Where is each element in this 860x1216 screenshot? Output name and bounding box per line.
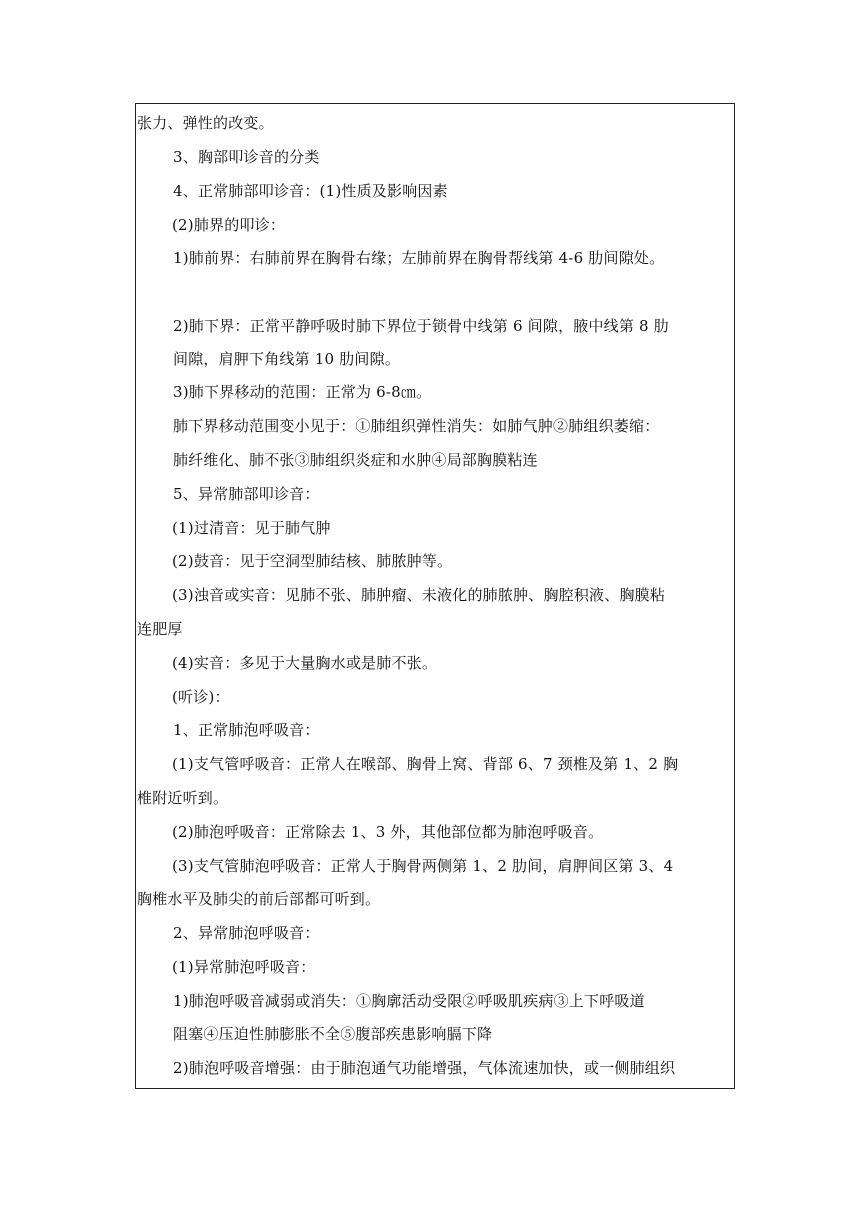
text-line: 肺纤维化、肺不张③肺组织炎症和水肿④局部胸膜粘连 (173, 451, 538, 469)
text-line: (2)肺泡呼吸音：正常除去 1、3 外，其他部位都为肺泡呼吸音。 (172, 823, 604, 841)
section-heading: 4、正常肺部叩诊音：(1)性质及影响因素 (173, 182, 448, 200)
section-heading: 3、胸部叩诊音的分类 (173, 148, 320, 166)
text-line: 2)肺泡呼吸音增强：由于肺泡通气功能增强，气体流速加快，或一侧肺组织 (173, 1059, 676, 1077)
text-line: (1)支气管呼吸音：正常人在喉部、胸骨上窝、背部 6、7 颈椎及第 1、2 胸 (172, 755, 679, 773)
text-line: 2)肺下界：正常平静呼吸时肺下界位于锁骨中线第 6 间隙，腋中线第 8 肋 (173, 317, 669, 335)
text-line: 胸椎水平及肺尖的前后部都可听到。 (137, 890, 381, 908)
text-line: 阻塞④压迫性肺膨胀不全⑤腹部疾患影响膈下降 (173, 1025, 493, 1043)
subsection-heading: (2)肺界的叩诊： (172, 216, 286, 234)
text-line: (3)支气管肺泡呼吸音：正常人于胸骨两侧第 1、2 肋间，肩胛间区第 3、4 (172, 857, 674, 875)
text-line: 3)肺下界移动的范围：正常为 6-8㎝。 (173, 383, 432, 401)
text-line: 间隙，肩胛下角线第 10 肋间隙。 (173, 350, 401, 368)
subsection-heading: (1)异常肺泡呼吸音： (172, 958, 316, 976)
text-line: (3)浊音或实音：见肺不张、肺肿瘤、未液化的肺脓肿、胸腔积液、胸膜粘 (172, 586, 666, 604)
section-heading: 1、正常肺泡呼吸音： (173, 721, 320, 739)
section-heading: (听诊)： (172, 688, 230, 706)
text-line: 1)肺前界：右肺前界在胸骨右缘；左肺前界在胸骨帮线第 4-6 肋间隙处。 (173, 249, 665, 267)
text-line: 椎附近听到。 (137, 789, 229, 807)
text-line: (4)实音：多见于大量胸水或是肺不张。 (172, 654, 438, 672)
text-line: 1)肺泡呼吸音减弱或消失：①胸廓活动受限②呼吸肌疾病③上下呼吸道 (173, 992, 645, 1010)
text-line: 肺下界移动范围变小见于：①肺组织弹性消失：如肺气肿②肺组织萎缩： (173, 417, 660, 435)
section-heading: 5、异常肺部叩诊音： (173, 485, 320, 503)
section-heading: 2、异常肺泡呼吸音： (173, 924, 320, 942)
text-line: (1)过清音：见于肺气肿 (172, 519, 331, 537)
text-line: 张力、弹性的改变。 (137, 114, 274, 132)
text-line: 连肥厚 (137, 620, 183, 638)
text-line: (2)鼓音：见于空洞型肺结核、肺脓肿等。 (172, 552, 453, 570)
